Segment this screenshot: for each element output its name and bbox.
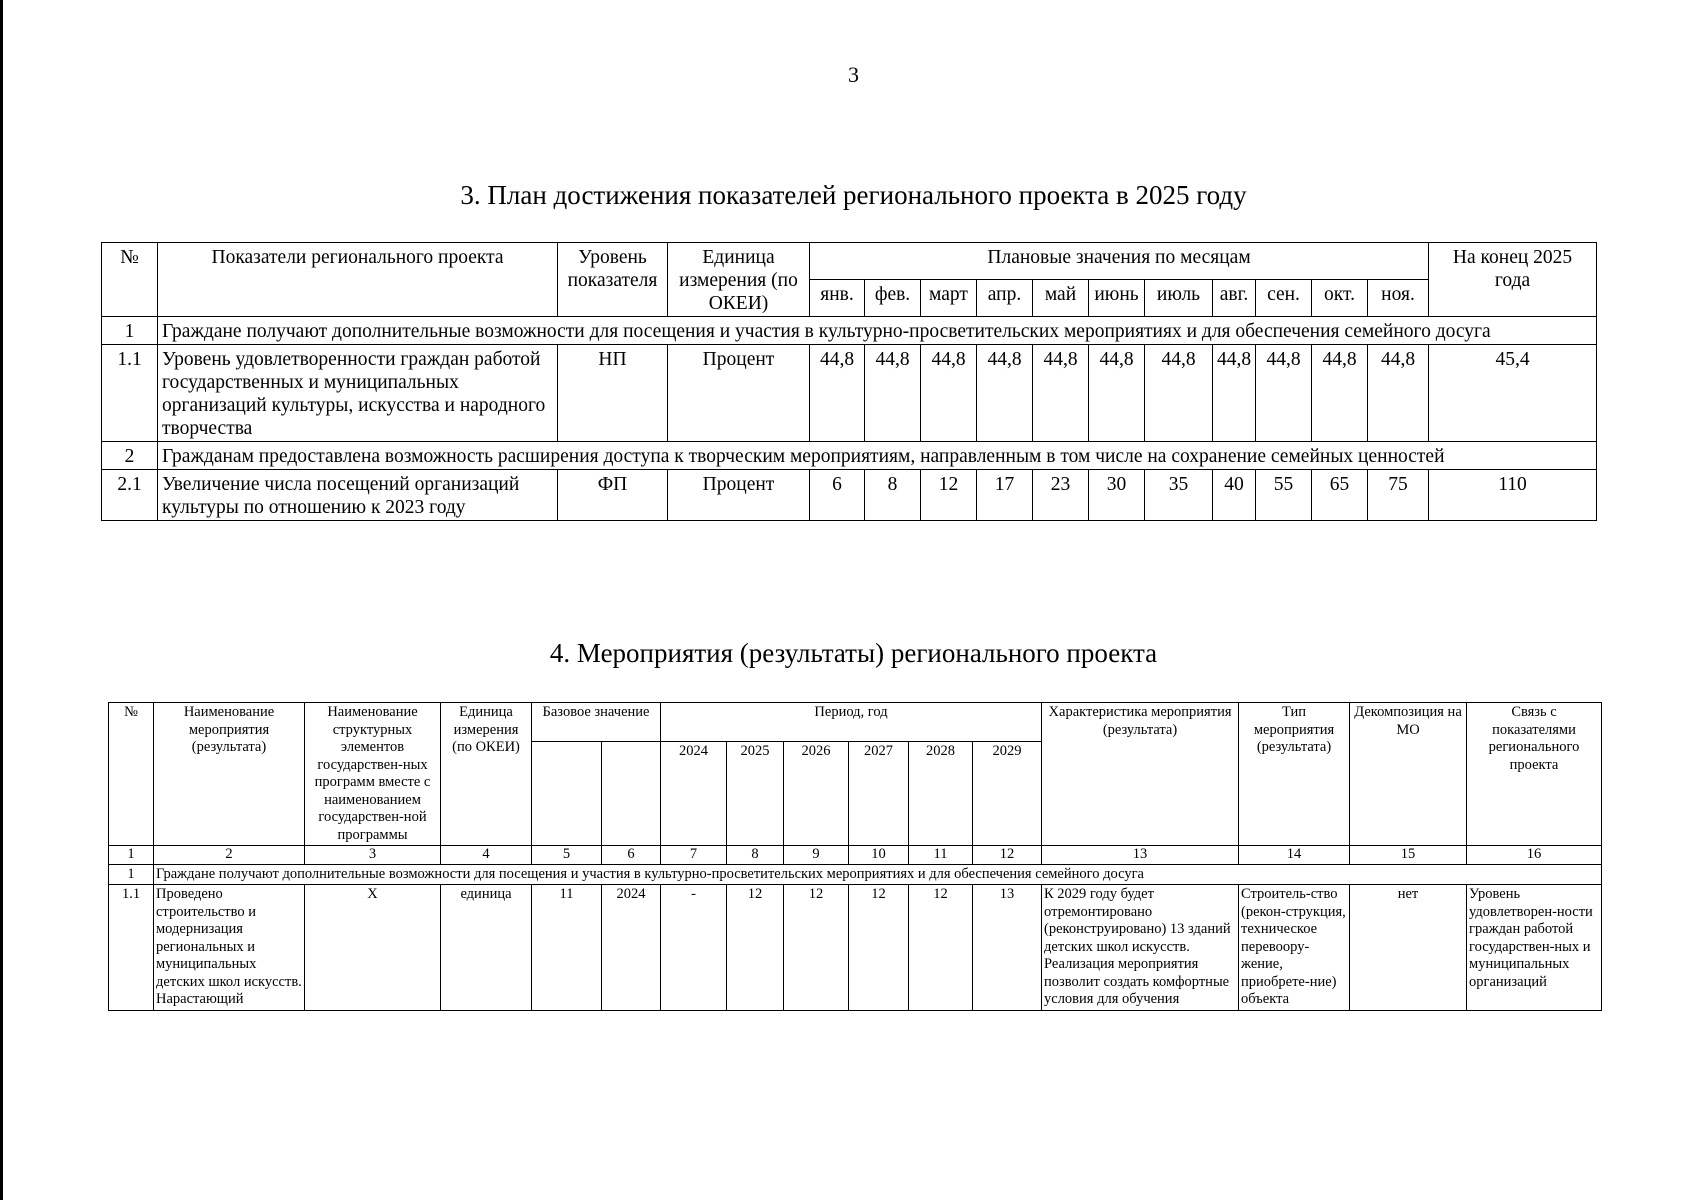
header-month: окт. [1312, 280, 1368, 317]
activity-decomposition: нет [1350, 885, 1467, 1011]
header-unit: Единица измерения (по ОКЕИ) [668, 243, 810, 317]
month-value: 12 [921, 470, 977, 521]
header-characteristic: Характеристика мероприятия (результата) [1042, 703, 1239, 846]
group-num: 1 [102, 317, 158, 345]
header-month: ноя. [1368, 280, 1429, 317]
table-row [102, 345, 1597, 442]
header-year: 2028 [909, 742, 973, 846]
base-empty [602, 742, 661, 846]
header-month: апр. [977, 280, 1033, 317]
header-indicator: Показатели регионального проекта [158, 243, 558, 317]
activity-link: Уровень удовлетворен-ности граждан работой государствен-ных и муниципальных организаций [1467, 885, 1602, 1011]
table-row [102, 470, 1597, 521]
month-value: 40 [1213, 470, 1256, 521]
column-number: 11 [909, 846, 973, 865]
header-level: Уровень показателя [558, 243, 668, 317]
header-year: 2026 [784, 742, 849, 846]
column-number: 16 [1467, 846, 1602, 865]
indicator-unit: Процент [668, 470, 810, 521]
header-link: Связь с показателями регионального проекта [1467, 703, 1602, 846]
table-header-row [109, 703, 1602, 742]
month-value: 44,8 [1213, 345, 1256, 442]
header-month: июль [1145, 280, 1213, 317]
table-header-row [102, 243, 1597, 280]
header-year: 2027 [849, 742, 909, 846]
month-value: 75 [1368, 470, 1429, 521]
column-number: 12 [973, 846, 1042, 865]
year-value: 13 [973, 885, 1042, 1011]
month-value: 44,8 [921, 345, 977, 442]
header-num: № [109, 703, 154, 846]
row-num: 2.1 [102, 470, 158, 521]
header-month: фев. [865, 280, 921, 317]
year-value: 12 [849, 885, 909, 1011]
header-type: Тип мероприятия (результата) [1239, 703, 1350, 846]
month-value: 44,8 [1368, 345, 1429, 442]
header-month: июнь [1089, 280, 1145, 317]
group-num: 2 [102, 442, 158, 470]
table-group-row [102, 317, 1597, 345]
header-decomposition: Декомпозиция на МО [1350, 703, 1467, 846]
column-number: 7 [661, 846, 727, 865]
activity-characteristic: К 2029 году будет отремонтировано (реконструировано) 13 зданий детских школ искусств. Реализация мероприятия позволит создать комфортные условия для обучения [1042, 885, 1239, 1011]
activity-name: Проведено строительство и модернизация региональных и муниципальных детских школ искусств. Нарастающий [154, 885, 305, 1011]
header-month: март [921, 280, 977, 317]
table-group-row [102, 442, 1597, 470]
activity-structural: Х [305, 885, 441, 1011]
header-base: Базовое значение [532, 703, 661, 742]
month-value: 23 [1033, 470, 1089, 521]
month-value: 65 [1312, 470, 1368, 521]
header-year: 2029 [973, 742, 1042, 846]
column-number: 6 [602, 846, 661, 865]
month-value: 44,8 [1089, 345, 1145, 442]
row-num: 1.1 [109, 885, 154, 1011]
group-num: 1 [109, 864, 154, 885]
column-numbers-row [109, 846, 1602, 865]
month-value: 44,8 [1033, 345, 1089, 442]
column-number: 8 [727, 846, 784, 865]
header-year: 2025 [727, 742, 784, 846]
activity-type: Строитель-ство (рекон-струкция, техническое перевоору-жение, приобрете-ние) объекта [1239, 885, 1350, 1011]
table-row [109, 885, 1602, 1011]
group-text: Граждане получают дополнительные возможности для посещения и участия в культурно-просветительских мероприятиях и для обеспечения семейного досуга [154, 864, 1602, 885]
indicators-plan-table [101, 242, 1597, 521]
header-month: май [1033, 280, 1089, 317]
table-group-row [109, 864, 1602, 885]
header-name: Наименование мероприятия (результата) [154, 703, 305, 846]
month-value: 44,8 [1256, 345, 1312, 442]
month-value: 44,8 [1145, 345, 1213, 442]
header-month: авг. [1213, 280, 1256, 317]
column-number: 1 [109, 846, 154, 865]
indicator-name: Уровень удовлетворенности граждан работой государственных и муниципальных организаций культуры, искусства и народного творчества [158, 345, 558, 442]
end-of-year-value: 45,4 [1429, 345, 1597, 442]
header-monthly: Плановые значения по месяцам [810, 243, 1429, 280]
column-number: 15 [1350, 846, 1467, 865]
activities-table [108, 702, 1602, 1011]
group-text: Гражданам предоставлена возможность расширения доступа к творческим мероприятиям, направленным в том числе на сохранение семейных ценностей [158, 442, 1597, 470]
section-4-title: 4. Мероприятия (результаты) регионального проекта [549, 638, 1158, 668]
indicator-level: НП [558, 345, 668, 442]
year-value: 12 [909, 885, 973, 1011]
header-end-of-year: На конец 2025 года [1429, 243, 1597, 317]
year-value: 12 [727, 885, 784, 1011]
header-month: сен. [1256, 280, 1312, 317]
month-value: 55 [1256, 470, 1312, 521]
column-number: 9 [784, 846, 849, 865]
column-number: 3 [305, 846, 441, 865]
month-value: 8 [865, 470, 921, 521]
column-number: 13 [1042, 846, 1239, 865]
base-empty [532, 742, 602, 846]
month-value: 30 [1089, 470, 1145, 521]
base-year: 2024 [602, 885, 661, 1011]
year-value: 12 [784, 885, 849, 1011]
month-value: 35 [1145, 470, 1213, 521]
column-number: 10 [849, 846, 909, 865]
column-number: 14 [1239, 846, 1350, 865]
month-value: 44,8 [1312, 345, 1368, 442]
header-structural: Наименование структурных элементов государствен-ных программ вместе с наименованием государствен-ной программы [305, 703, 441, 846]
month-value: 44,8 [865, 345, 921, 442]
column-number: 2 [154, 846, 305, 865]
header-month: янв. [810, 280, 865, 317]
section-3-title: 3. План достижения показателей регионального проекта в 2025 году [460, 180, 1247, 210]
header-year: 2024 [661, 742, 727, 846]
page-number: 3 [848, 62, 859, 87]
month-value: 44,8 [977, 345, 1033, 442]
group-text: Граждане получают дополнительные возможности для посещения и участия в культурно-просветительских мероприятиях и для обеспечения семейного досуга [158, 317, 1597, 345]
header-num: № [102, 243, 158, 317]
month-value: 17 [977, 470, 1033, 521]
end-of-year-value: 110 [1429, 470, 1597, 521]
header-unit: Единица измерения (по ОКЕИ) [441, 703, 532, 846]
base-value: 11 [532, 885, 602, 1011]
indicator-level: ФП [558, 470, 668, 521]
year-value: - [661, 885, 727, 1011]
month-value: 6 [810, 470, 865, 521]
month-value: 44,8 [810, 345, 865, 442]
column-number: 4 [441, 846, 532, 865]
indicator-unit: Процент [668, 345, 810, 442]
header-period: Период, год [661, 703, 1042, 742]
column-number: 5 [532, 846, 602, 865]
row-num: 1.1 [102, 345, 158, 442]
indicator-name: Увеличение числа посещений организаций культуры по отношению к 2023 году [158, 470, 558, 521]
activity-unit: единица [441, 885, 532, 1011]
